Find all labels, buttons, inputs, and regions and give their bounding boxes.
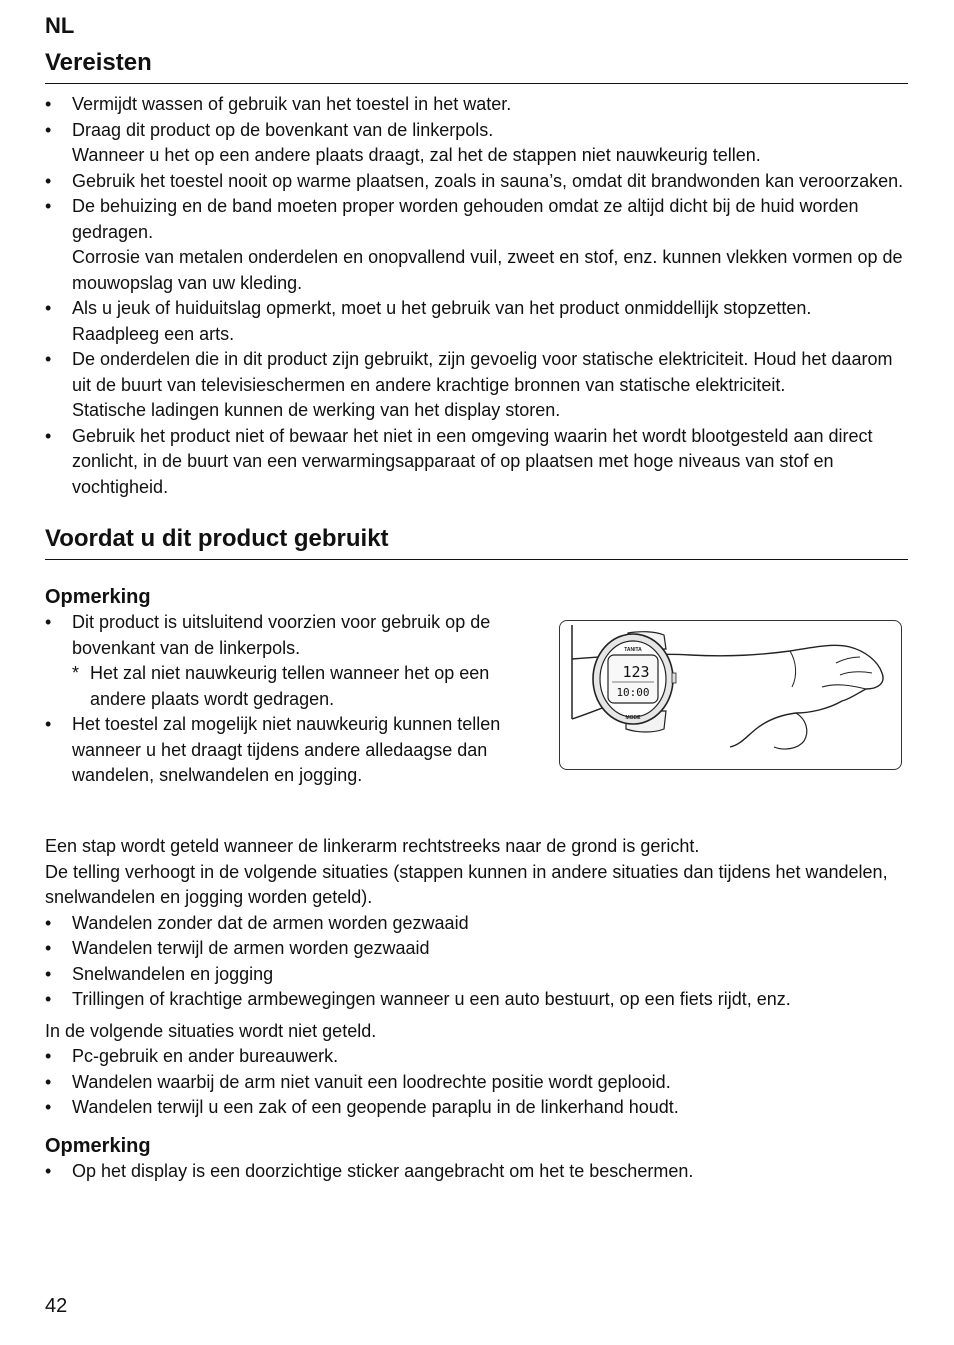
list-item: • Op het display is een doorzichtige sticker aangebracht om het te beschermen. <box>45 1159 908 1185</box>
section-title-requirements: Vereisten <box>45 48 908 84</box>
list-item: • Het toestel zal mogelijk niet nauwkeurig kunnen tellen wanneer u het draagt tijdens andere alledaagse dan wandelen, snelwandelen en jogging. <box>45 712 525 789</box>
asterisk-note: * Het zal niet nauwkeurig tellen wanneer het op een andere plaats wordt gedragen. <box>72 663 490 709</box>
list-item: • Als u jeuk of huiduitslag opmerkt, moet u het gebruik van het product onmiddellijk stopzetten. Raadpleeg een arts. <box>45 296 908 347</box>
list-item: • Wandelen terwijl u een zak of een geopende paraplu in de linkerhand houdt. <box>45 1095 908 1121</box>
note-list <box>45 1159 908 1185</box>
list-item: • De behuizing en de band moeten proper worden gehouden omdat ze altijd dicht bij de huid worden gedragen. Corrosie van metalen onderdelen en onopvallend vuil, zweet en stof, enz. kunnen vlekken vormen op de mouwopslag van uw kleding. <box>45 194 908 296</box>
counted-situations-list <box>45 911 908 1013</box>
list-item: • Draag dit product op de bovenkant van de linkerpols. Wanneer u het op een andere plaats draagt, zal het de stappen niet nauwkeurig tellen. <box>45 118 908 169</box>
not-counted-intro: In de volgende situaties wordt niet geteld. <box>45 1020 377 1041</box>
watch-brand: TANITA <box>624 647 642 653</box>
wrist-watch-illustration <box>559 620 902 770</box>
page <box>45 12 908 1184</box>
watch-mode-label: MODE <box>625 715 641 721</box>
list-item: • De onderdelen die in dit product zijn gebruikt, zijn gevoelig voor statische elektriciteit. Houd het daarom uit de buurt van televisieschermen en andere krachtige bronnen van statische elektriciteit. Statische ladingen kunnen de werking van het display storen. <box>45 347 908 424</box>
watch-time: 10:00 <box>616 686 650 699</box>
not-counted-list <box>45 1044 908 1121</box>
watch-step-count: 123 <box>622 663 650 681</box>
section-title-before-use: Voordat u dit product gebruikt <box>45 524 908 560</box>
list-item: • Wandelen zonder dat de armen worden gezwaaid <box>45 911 908 937</box>
wrist-watch-drawing <box>560 621 902 770</box>
list-item: • Vermijdt wassen of gebruik van het toestel in het water. <box>45 92 908 118</box>
list-item: • Dit product is uitsluitend voorzien voor gebruik op de bovenkant van de linkerpols. * Het zal niet nauwkeurig tellen wanneer het op een andere plaats wordt gedragen. <box>45 610 525 712</box>
language-label: NL <box>45 13 75 38</box>
page-number: 42 <box>45 1295 68 1317</box>
list-item: • Wandelen terwijl de armen worden gezwaaid <box>45 936 908 962</box>
note-list <box>45 610 525 789</box>
list-item: • Trillingen of krachtige armbewegingen wanneer u een auto bestuurt, op een fiets rijdt, enz. <box>45 987 908 1013</box>
counting-paragraph: Een stap wordt geteld wanneer de linkerarm rechtstreeks naar de grond is gericht. De telling verhoogt in de volgende situaties (stappen kunnen in andere situaties dan tijdens het wandelen, snelwandelen en jogging worden geteld). <box>45 836 888 907</box>
list-item: • Gebruik het toestel nooit op warme plaatsen, zoals in sauna’s, omdat dit brandwonden kan veroorzaken. <box>45 169 908 195</box>
list-item: • Gebruik het product niet of bewaar het niet in een omgeving waarin het wordt blootgesteld aan direct zonlicht, in de buurt van een verwarmingsapparaat of op plaatsen met hoge niveaus van stof en vochtigheid. <box>45 424 908 501</box>
note-title: Opmerking <box>45 586 151 608</box>
note-title: Opmerking <box>45 1134 151 1157</box>
requirements-list <box>45 92 908 500</box>
note-row <box>45 610 908 828</box>
list-item: • Pc-gebruik en ander bureauwerk. <box>45 1044 908 1070</box>
list-item: • Wandelen waarbij de arm niet vanuit een loodrechte positie wordt geplooid. <box>45 1070 908 1096</box>
note-content <box>45 610 525 789</box>
asterisk-mark: * <box>72 663 80 683</box>
list-item: • Snelwandelen en jogging <box>45 962 908 988</box>
